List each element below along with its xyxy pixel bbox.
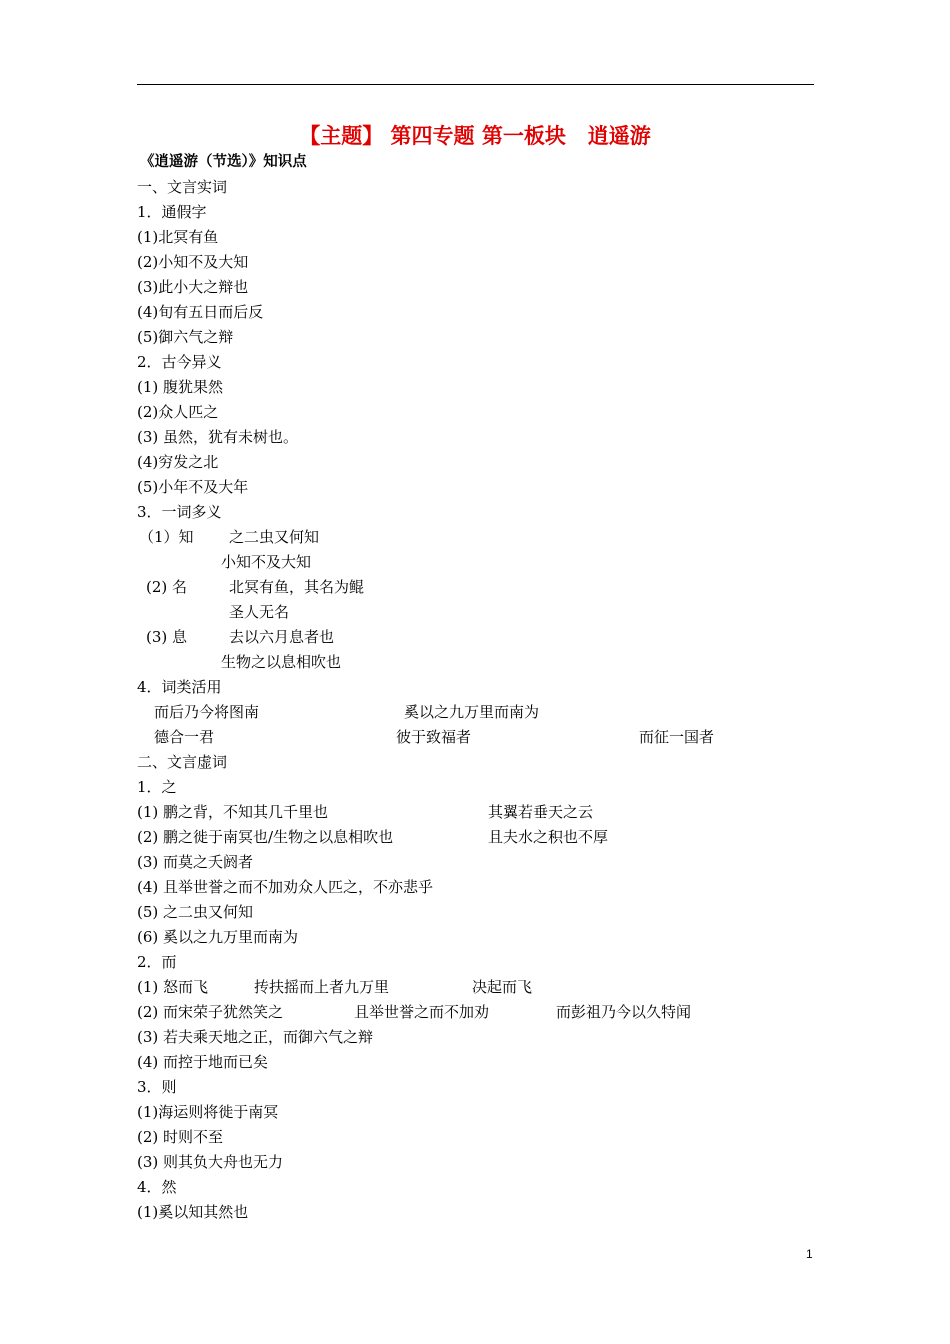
header-rule bbox=[137, 84, 814, 85]
section-heading: 一、文言实词 bbox=[137, 178, 228, 196]
subsection-heading: 4．然 bbox=[137, 1178, 177, 1196]
subsection-heading: 2．古今异义 bbox=[137, 353, 222, 371]
list-item: (3) 则其负大舟也无力 bbox=[137, 1153, 284, 1171]
list-item: (1)北冥有鱼 bbox=[137, 228, 219, 246]
subsection-heading: 1．通假字 bbox=[137, 203, 207, 221]
list-item: (3) 若夫乘天地之正，而御六气之辩 bbox=[137, 1028, 374, 1046]
example-phrase: 彼于致福者 bbox=[396, 728, 472, 746]
list-item: (2) 而宋荣子犹然笑之 bbox=[137, 1003, 284, 1021]
subsection-heading: 4．词类活用 bbox=[137, 678, 222, 696]
subsection-heading: 3．则 bbox=[137, 1078, 177, 1096]
subsection-heading: 2．而 bbox=[137, 953, 177, 971]
list-item: (5) 之二虫又何知 bbox=[137, 903, 254, 921]
polysemy-example: 小知不及大知 bbox=[221, 553, 312, 571]
section-heading: 二、文言虚词 bbox=[137, 753, 228, 771]
list-item: (2) 时则不至 bbox=[137, 1128, 224, 1146]
list-item: (4) 而控于地而已矣 bbox=[137, 1053, 269, 1071]
polysemy-example: 圣人无名 bbox=[229, 603, 290, 621]
polysemy-example: 之二虫又何知 bbox=[229, 528, 320, 546]
polysemy-word: (3) 息 bbox=[146, 628, 188, 646]
list-item: (2)众人匹之 bbox=[137, 403, 219, 421]
example-phrase: 决起而飞 bbox=[472, 978, 533, 996]
list-item: (5)小年不及大年 bbox=[137, 478, 249, 496]
polysemy-example: 北冥有鱼，其名为鲲 bbox=[229, 578, 365, 596]
example-phrase: 而彭祖乃今以久特闻 bbox=[556, 1003, 692, 1021]
list-item: (1)奚以知其然也 bbox=[137, 1203, 249, 1221]
page-number: 1 bbox=[806, 1247, 813, 1261]
list-item: (4)旬有五日而后反 bbox=[137, 303, 264, 321]
example-phrase: 抟扶摇而上者九万里 bbox=[254, 978, 390, 996]
example-phrase: 德合一君 bbox=[154, 728, 215, 746]
example-phrase: 且夫水之积也不厚 bbox=[488, 828, 609, 846]
list-item: (4)穷发之北 bbox=[137, 453, 219, 471]
subsection-heading: 1．之 bbox=[137, 778, 177, 796]
list-item: (1) 鹏之背，不知其几千里也 bbox=[137, 803, 329, 821]
example-phrase: 奚以之九万里而南为 bbox=[404, 703, 540, 721]
list-item: (3) 虽然，犹有未树也。 bbox=[137, 428, 299, 446]
page-title: 【主题】 第四专题 第一板块 逍遥游 bbox=[299, 124, 651, 148]
list-item: (3)此小大之辩也 bbox=[137, 278, 249, 296]
polysemy-example: 生物之以息相吹也 bbox=[221, 653, 342, 671]
list-item: (3) 而莫之夭阏者 bbox=[137, 853, 254, 871]
example-phrase: 而后乃今将图南 bbox=[154, 703, 260, 721]
doc-subtitle: 《逍遥游（节选）》知识点 bbox=[140, 154, 307, 170]
list-item: (1)海运则将徙于南冥 bbox=[137, 1103, 279, 1121]
list-item: (1) 怒而飞 bbox=[137, 978, 209, 996]
example-phrase: 其翼若垂天之云 bbox=[488, 803, 594, 821]
list-item: (2)小知不及大知 bbox=[137, 253, 249, 271]
example-phrase: 而征一国者 bbox=[639, 728, 715, 746]
list-item: (4) 且举世誉之而不加劝众人匹之，不亦悲乎 bbox=[137, 878, 434, 896]
list-item: (5)御六气之辩 bbox=[137, 328, 234, 346]
polysemy-word: (2) 名 bbox=[146, 578, 188, 596]
example-phrase: 且举世誉之而不加劝 bbox=[354, 1003, 490, 1021]
subsection-heading: 3．一词多义 bbox=[137, 503, 222, 521]
list-item: (6) 奚以之九万里而南为 bbox=[137, 928, 299, 946]
list-item: (1) 腹犹果然 bbox=[137, 378, 224, 396]
polysemy-example: 去以六月息者也 bbox=[229, 628, 335, 646]
list-item: (2) 鹏之徙于南冥也/生物之以息相吹也 bbox=[137, 828, 394, 846]
polysemy-word: （1）知 bbox=[139, 528, 194, 546]
